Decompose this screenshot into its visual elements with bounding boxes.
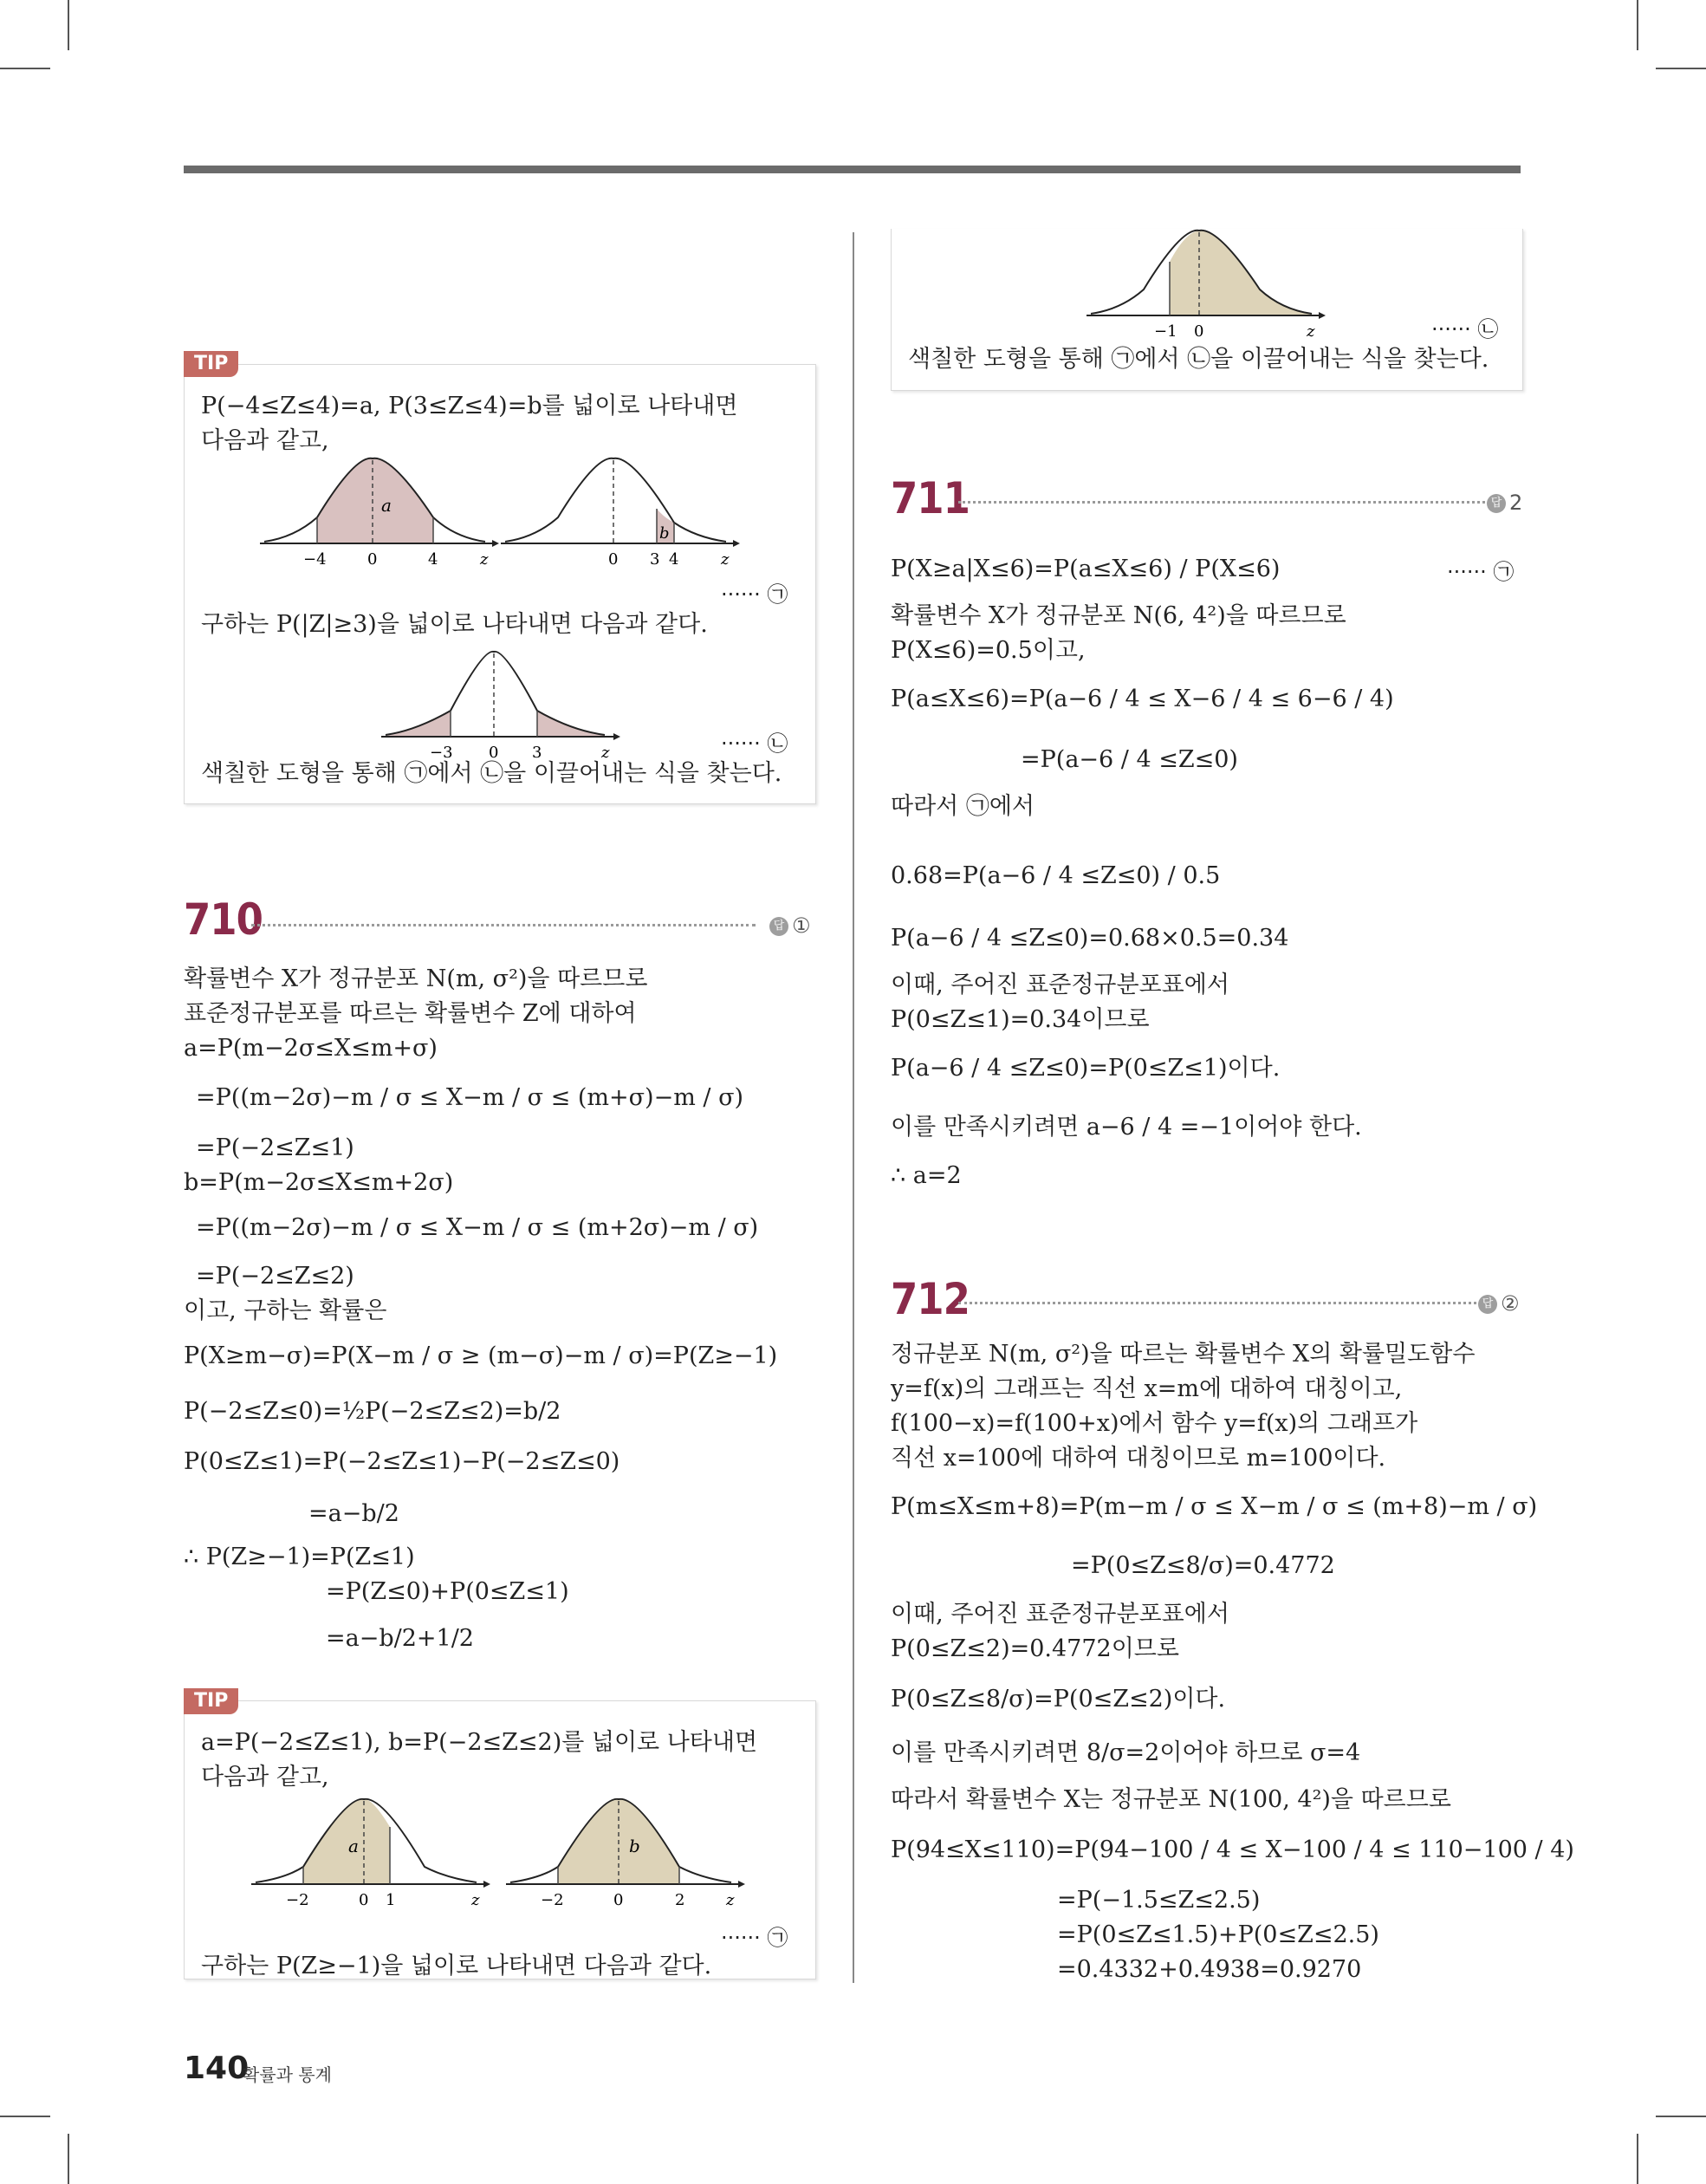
- answer-seal: 답: [769, 917, 788, 936]
- normal-curve-graph-b2: [506, 1796, 757, 1908]
- tip-text: 구하는 P(Z≥−1)을 넓이로 나타내면 다음과 같다.: [201, 1953, 712, 1979]
- tick-label: 0: [489, 744, 499, 761]
- solution-line: y=f(x)의 그래프는 직선 x=m에 대하여 대칭이고,: [891, 1375, 1403, 1402]
- answer-value: 2: [1509, 491, 1523, 515]
- tick-label: −2: [286, 1891, 309, 1908]
- curve: [505, 458, 726, 542]
- answer-value: ②: [1501, 1291, 1520, 1316]
- shaded-area: [317, 458, 433, 543]
- column-divider: [853, 232, 854, 1983]
- solution-line: =P(0≤Z≤1.5)+P(0≤Z≤2.5): [1057, 1921, 1379, 1948]
- solution-line: =P((m−2σ)−m / σ ≤ X−m / σ ≤ (m+σ)−m / σ): [196, 1084, 744, 1111]
- solution-line: 확률변수 X가 정규분포 N(6, 4²)을 따르므로: [891, 602, 1346, 629]
- solution-line: =a−b/2: [308, 1500, 399, 1527]
- solution-line: P(X≥m−σ)=P(X−m / σ ≥ (m−σ)−m / σ)=P(Z≥−1): [184, 1342, 778, 1369]
- tip-text: P(−4≤Z≤4)=a, P(3≤Z≤4)=b를 넓이로 나타내면: [201, 393, 738, 419]
- tick-label: −2: [541, 1891, 564, 1908]
- axis-label: z: [721, 550, 730, 568]
- tick-label: 3: [650, 550, 660, 568]
- solution-line: =a−b/2+1/2: [326, 1625, 474, 1652]
- tip-text: 구하는 P(|Z|≥3)을 넓이로 나타내면 다음과 같다.: [201, 611, 708, 638]
- page-number: 140: [184, 2051, 250, 2086]
- tick-label: 4: [669, 550, 679, 568]
- tick-label: 2: [675, 1891, 685, 1908]
- area-label: a: [381, 495, 392, 516]
- solution-line: P(X≥a|X≤6)=P(a≤X≤6) / P(X≤6): [891, 556, 1281, 582]
- solution-line: P(−2≤Z≤0)=½P(−2≤Z≤2)=b/2: [184, 1398, 561, 1425]
- axis-label: z: [726, 1891, 735, 1908]
- tick-label: 0: [608, 550, 619, 568]
- solution-line: =P(Z≤0)+P(0≤Z≤1): [326, 1578, 569, 1605]
- tick-label: −4: [303, 550, 327, 568]
- solution-line: =P(0≤Z≤8/σ)=0.4772: [1071, 1552, 1335, 1579]
- marker-1: ······ ㉠: [721, 1926, 788, 1950]
- solution-line: ∴ a=2: [891, 1162, 962, 1189]
- tick-label: 0: [367, 550, 378, 568]
- solution-line: 0.68=P(a−6 / 4 ≤Z≤0) / 0.5: [891, 862, 1221, 889]
- normal-curve-graph-a2: [251, 1796, 503, 1908]
- axis-label: z: [601, 744, 610, 761]
- solution-line: =P((m−2σ)−m / σ ≤ X−m / σ ≤ (m+2σ)−m / σ): [196, 1214, 759, 1241]
- shaded-area: [1170, 231, 1312, 315]
- tip-label: TIP: [184, 351, 238, 377]
- solution-line: 이를 만족시키려면 8/σ=2이어야 하므로 σ=4: [891, 1739, 1361, 1766]
- axis-label: z: [1307, 322, 1315, 340]
- crop-mark: [0, 68, 50, 69]
- tick-label: 0: [1194, 322, 1204, 340]
- problem-number: 712: [891, 1274, 970, 1324]
- area-label: b: [659, 524, 670, 543]
- tip-text: 색칠한 도형을 통해 ㉠에서 ㉡을 이끌어내는 식을 찾는다.: [908, 346, 1489, 373]
- solution-line: =P(−1.5≤Z≤2.5): [1057, 1887, 1261, 1914]
- crop-mark: [1637, 2134, 1638, 2184]
- crop-mark: [1656, 2116, 1706, 2117]
- marker-2: ······ ㉡: [721, 731, 788, 756]
- solution-line: 이때, 주어진 표준정규분포표에서: [891, 972, 1229, 998]
- area-label: a: [348, 1836, 359, 1856]
- problem-number: 711: [891, 473, 970, 523]
- marker-1: ······ ㉠: [1447, 560, 1515, 584]
- answer: [1478, 1291, 1520, 1316]
- tick-label: 4: [428, 550, 438, 568]
- solution-line: P(a≤X≤6)=P(a−6 / 4 ≤ X−6 / 4 ≤ 6−6 / 4): [891, 686, 1394, 712]
- normal-curve-graph-abs: [381, 648, 632, 761]
- leader-dots: [958, 1302, 1476, 1304]
- solution-line: f(100−x)=f(100+x)에서 함수 y=f(x)의 그래프가: [891, 1410, 1418, 1437]
- solution-line: 이고, 구하는 확률은: [184, 1297, 387, 1324]
- solution-line: 따라서 ㉠에서: [891, 793, 1035, 820]
- crop-mark: [1656, 68, 1706, 69]
- answer-seal: 답: [1487, 494, 1506, 513]
- solution-line: =P(−2≤Z≤2): [196, 1263, 354, 1290]
- solution-line: b=P(m−2σ≤X≤m+2σ): [184, 1169, 454, 1196]
- solution-line: 정규분포 N(m, σ²)을 따르는 확률변수 X의 확률밀도함수: [891, 1341, 1476, 1368]
- tick-label: 3: [532, 744, 542, 761]
- crop-mark: [1637, 0, 1638, 50]
- solution-line: 확률변수 X가 정규분포 N(m, σ²)을 따르므로: [184, 965, 648, 992]
- solution-line: P(m≤X≤m+8)=P(m−m / σ ≤ X−m / σ ≤ (m+8)−m / σ): [891, 1493, 1538, 1520]
- solution-line: ∴ P(Z≥−1)=P(Z≤1): [184, 1544, 415, 1570]
- tick-label: −3: [430, 744, 453, 761]
- area-label: b: [629, 1836, 640, 1856]
- leader-dots: [251, 924, 756, 926]
- page-title: 확률과 통계: [243, 2064, 332, 2085]
- top-rule: [184, 166, 1521, 173]
- solution-line: =P(a−6 / 4 ≤Z≤0): [1021, 746, 1238, 773]
- tip-label: TIP: [184, 1688, 238, 1714]
- axis-label: z: [471, 1891, 480, 1908]
- tick-label: 0: [359, 1891, 369, 1908]
- solution-line: P(X≤6)=0.5이고,: [891, 637, 1086, 664]
- solution-line: 직선 x=100에 대하여 대칭이므로 m=100이다.: [891, 1445, 1386, 1472]
- answer-value: ①: [792, 913, 811, 938]
- solution-line: 표준정규분포를 따르는 확률변수 Z에 대하여: [184, 1000, 637, 1027]
- curve: [386, 652, 605, 735]
- tick-label: 0: [613, 1891, 624, 1908]
- shaded-area: [303, 1799, 390, 1884]
- tip-text: 다음과 같고,: [201, 1764, 329, 1791]
- solution-line: P(0≤Z≤1)=0.34이므로: [891, 1006, 1150, 1033]
- solution-line: a=P(m−2σ≤X≤m+σ): [184, 1035, 438, 1062]
- solution-line: P(0≤Z≤2)=0.4772이므로: [891, 1635, 1179, 1662]
- solution-line: P(a−6 / 4 ≤Z≤0)=P(0≤Z≤1)이다.: [891, 1055, 1281, 1082]
- solution-line: =0.4332+0.4938=0.9270: [1057, 1956, 1362, 1983]
- answer: [1487, 491, 1522, 515]
- solution-line: P(0≤Z≤8/σ)=P(0≤Z≤2)이다.: [891, 1686, 1226, 1713]
- solution-line: 이때, 주어진 표준정규분포표에서: [891, 1601, 1229, 1628]
- solution-line: =P(−2≤Z≤1): [196, 1134, 354, 1161]
- marker-1: ······ ㉠: [721, 582, 788, 607]
- answer-seal: 답: [1478, 1295, 1497, 1314]
- problem-number: 710: [184, 894, 263, 945]
- crop-mark: [68, 0, 69, 50]
- marker-2: ······ ㉡: [1431, 317, 1499, 341]
- solution-line: P(0≤Z≤1)=P(−2≤Z≤1)−P(−2≤Z≤0): [184, 1448, 620, 1475]
- solution-line: P(94≤X≤110)=P(94−100 / 4 ≤ X−100 / 4 ≤ 110−100 / 4): [891, 1836, 1574, 1863]
- tip-text: 색칠한 도형을 통해 ㉠에서 ㉡을 이끌어내는 식을 찾는다.: [201, 760, 782, 787]
- tick-label: −1: [1154, 322, 1177, 340]
- normal-curve-graph-a: [260, 455, 503, 568]
- leader-dots: [958, 501, 1490, 504]
- normal-curve-graph-c: [1087, 227, 1338, 340]
- crop-mark: [68, 2134, 69, 2184]
- crop-mark: [0, 2116, 50, 2117]
- tick-label: 1: [386, 1891, 396, 1908]
- tip-text: a=P(−2≤Z≤1), b=P(−2≤Z≤2)를 넓이로 나타내면: [201, 1729, 758, 1756]
- normal-curve-graph-b: [501, 455, 743, 568]
- axis-label: z: [480, 550, 489, 568]
- tip-text: 다음과 같고,: [201, 427, 329, 454]
- solution-line: 따라서 확률변수 X는 정규분포 N(100, 4²)을 따르므로: [891, 1786, 1451, 1813]
- solution-line: P(a−6 / 4 ≤Z≤0)=0.68×0.5=0.34: [891, 925, 1289, 952]
- answer: [769, 913, 811, 938]
- solution-line: 이를 만족시키려면 a−6 / 4 =−1이어야 한다.: [891, 1114, 1362, 1141]
